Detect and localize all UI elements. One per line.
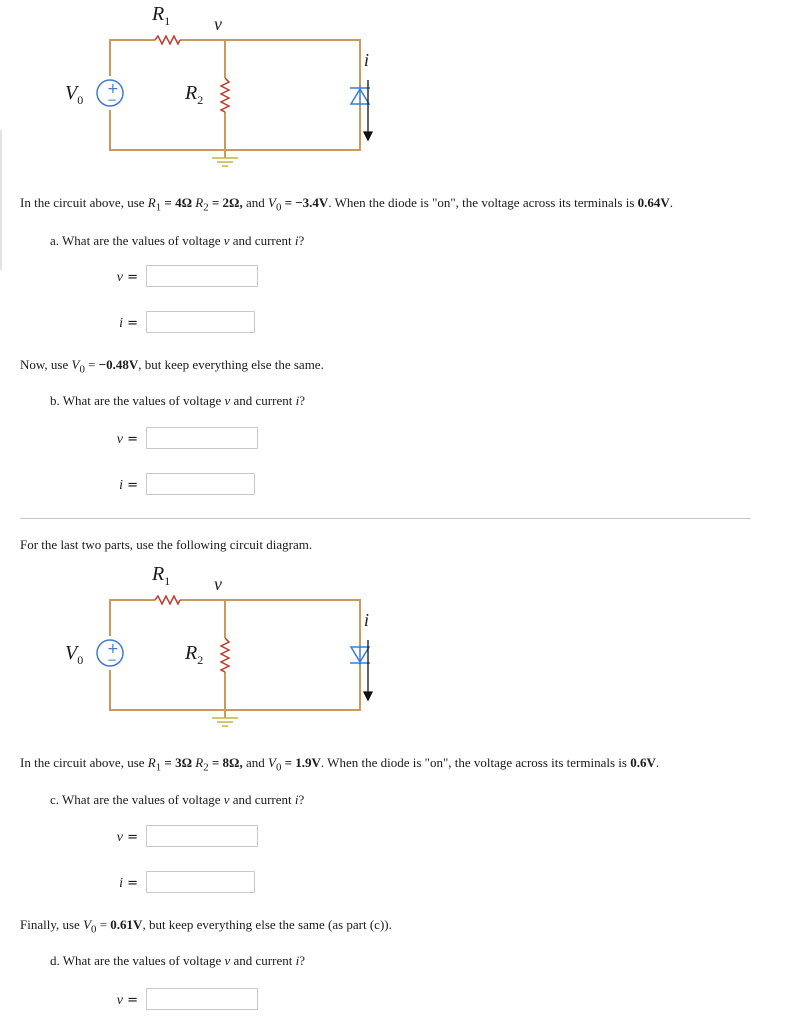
circuit-diagram-1 xyxy=(40,0,380,170)
source-plus-sign: + xyxy=(107,81,119,97)
question-c: c. What are the values of voltage v and current i? xyxy=(50,792,305,807)
question-d: d. What are the values of voltage v and current i? xyxy=(50,953,306,968)
r1-resistor-icon xyxy=(155,36,180,44)
circuit-1-svg xyxy=(40,0,380,170)
c-i-label: i = xyxy=(119,876,138,891)
r2-label: $R_2$ xyxy=(185,82,204,107)
r2-resistor-icon xyxy=(221,638,229,672)
left-scroll-edge xyxy=(0,130,2,270)
d-v-input[interactable] xyxy=(146,988,258,1010)
last-two-parts-note: For the last two parts, use the following circuit diagram. xyxy=(20,537,313,552)
c-i-input[interactable] xyxy=(146,871,255,893)
ground-icon xyxy=(212,158,238,166)
d-v-label: v = xyxy=(116,993,138,1008)
ground-icon xyxy=(212,718,238,726)
a-i-input[interactable] xyxy=(146,311,255,333)
problem-2-statement: In the circuit above, use $R_1 = 3\Omega$ $R_2 = 8\Omega$, and $V_0 = 1.9V$. When the diode is "on", the voltage across its terminals is 0.6V. xyxy=(20,755,660,774)
current-arrow-icon xyxy=(364,640,372,700)
source-minus-sign: − xyxy=(107,93,118,107)
i-label: i xyxy=(364,610,370,630)
section-divider xyxy=(20,518,751,519)
v-node-label: v xyxy=(214,14,222,34)
a-v-label: v = xyxy=(116,270,138,285)
a-v-input[interactable] xyxy=(146,265,258,287)
i-label: i xyxy=(364,50,370,70)
question-b: b. What are the values of voltage v and current i? xyxy=(50,393,306,408)
part-d-intro: Finally, use $V_0 = 0.61V$, but keep everything else the same (as part (c)). xyxy=(20,917,392,936)
part-b-intro: Now, use $V_0 = -0.48V$, but keep everything else the same. xyxy=(20,357,324,376)
diode-icon xyxy=(350,85,370,106)
r1-label: $R_1$ xyxy=(152,3,171,28)
v0-label: $V_0$ xyxy=(65,82,84,107)
circuit-diagram-2 xyxy=(40,560,380,730)
c-v-label: v = xyxy=(116,830,138,845)
circuit-2-svg xyxy=(40,560,380,730)
r1-label: $R_1$ xyxy=(152,563,171,588)
v0-label: $V_0$ xyxy=(65,642,84,667)
r1-resistor-icon xyxy=(155,596,180,604)
c-v-input[interactable] xyxy=(146,825,258,847)
b-v-input[interactable] xyxy=(146,427,258,449)
r2-label: $R_2$ xyxy=(185,642,204,667)
problem-1-statement: In the circuit above, use $R_1 = 4\Omega$ $R_2 = 2\Omega$, and $V_0 = -3.4V$. When the diode is "on", the voltage across its terminals is 0.64V. xyxy=(20,195,674,214)
r2-resistor-icon xyxy=(221,78,229,112)
source-minus-sign: − xyxy=(107,653,118,667)
diode-icon xyxy=(350,645,370,666)
current-arrow-icon xyxy=(364,80,372,140)
question-a: a. What are the values of voltage v and current i? xyxy=(50,233,305,248)
b-i-input[interactable] xyxy=(146,473,255,495)
source-plus-sign: + xyxy=(107,641,119,657)
b-i-label: i = xyxy=(119,478,138,493)
a-i-label: i = xyxy=(119,316,138,331)
b-v-label: v = xyxy=(116,432,138,447)
v-node-label: v xyxy=(214,574,222,594)
